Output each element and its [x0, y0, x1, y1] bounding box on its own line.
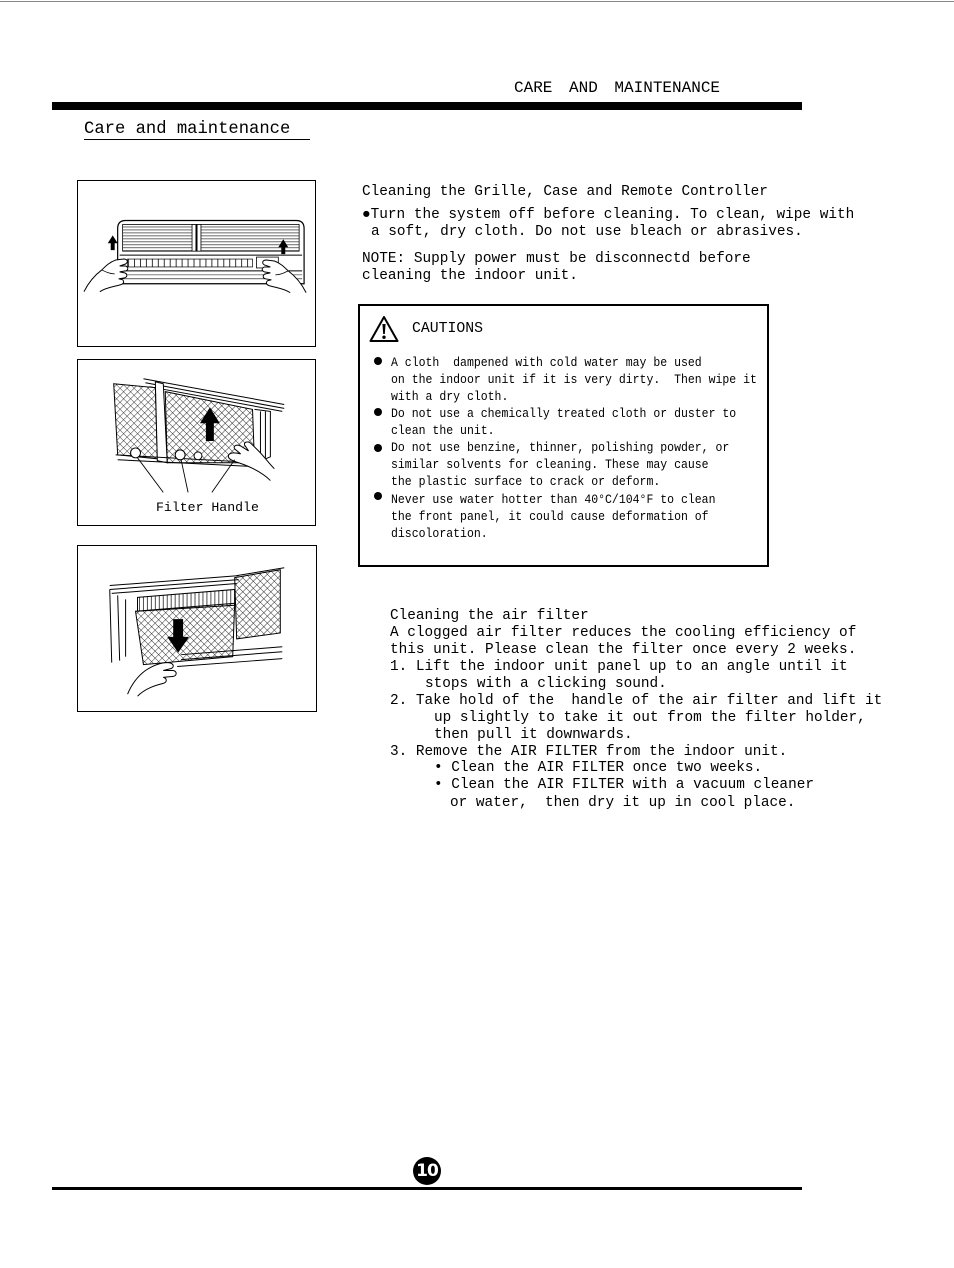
caution-line: similar solvents for cleaning. These may cause [391, 456, 709, 472]
filter-handle [175, 450, 185, 460]
caution-line: the plastic surface to crack or deform. [391, 473, 661, 489]
up-arrow-icon [108, 235, 118, 250]
grille-note-line: cleaning the indoor unit. [362, 267, 578, 284]
open-unit-with-filter [110, 568, 285, 667]
filter-step-line: stops with a clicking sound. [425, 675, 667, 692]
hand-illustration [128, 663, 177, 697]
filter-step-bullet: • Clean the AIR FILTER once two weeks. [434, 759, 763, 776]
figure-pull-filter-down [77, 545, 317, 712]
figure-lift-front-panel [77, 180, 316, 347]
filter-handle [194, 452, 202, 460]
lift-front-panel-illustration [78, 181, 315, 346]
filter-intro-line: A clogged air filter reduces the cooling efficiency of [390, 624, 857, 641]
warning-icon [369, 315, 399, 343]
grille-instruction-line: ●Turn the system off before cleaning. To clean, wipe with [362, 206, 855, 223]
filter-step-line: 3. Remove the AIR FILTER from the indoor unit. [390, 743, 788, 760]
filter-step-bullet: • Clean the AIR FILTER with a vacuum cleaner [434, 776, 814, 793]
filter-step-line: 1. Lift the indoor unit panel up to an angle until it [390, 658, 848, 675]
filter-intro-line: this unit. Please clean the filter once every 2 weeks. [390, 641, 857, 658]
caution-bullet [374, 444, 382, 452]
caution-line: Do not use a chemically treated cloth or duster to [391, 405, 737, 421]
caution-line: clean the unit. [391, 422, 495, 438]
filter-handle [131, 448, 141, 458]
caution-line: discoloration. [391, 525, 488, 541]
filter-section-title: Cleaning the air filter [390, 607, 589, 624]
filter-step-line: then pull it downwards. [434, 726, 633, 743]
page-number-badge: 10 [413, 1157, 441, 1185]
hand-illustration [228, 442, 274, 481]
filter-step-line: up slightly to take it out from the filter holder, [434, 709, 866, 726]
footer-rule [52, 1187, 802, 1190]
caution-line: the front panel, it could cause deformation of [391, 508, 709, 524]
grille-instruction-line: a soft, dry cloth. Do not use bleach or abrasives. [371, 223, 803, 240]
caution-bullet [374, 357, 382, 365]
grille-section-title: Cleaning the Grille, Case and Remote Controller [362, 184, 768, 200]
section-header-title: CARE AND MAINTENANCE [514, 79, 721, 97]
filter-step-bullet: or water, then dry it up in cool place. [450, 794, 796, 811]
filter-step-line: 2. Take hold of the handle of the air filter and lift it [390, 692, 883, 709]
left-hand-illustration [84, 259, 128, 292]
top-rule [0, 1, 954, 2]
caution-line: Never use water hotter than 40°C/104°F to clean [391, 491, 716, 507]
pull-filter-down-illustration [78, 546, 316, 711]
grille-note-line: NOTE: Supply power must be disconnectd before [362, 250, 751, 267]
page-title: Care and maintenance [84, 121, 310, 140]
caution-bullet [374, 492, 382, 500]
header-rule [52, 102, 802, 110]
caution-bullet [374, 408, 382, 416]
caution-line: A cloth dampened with cold water may be used [391, 354, 702, 370]
cautions-title: CAUTIONS [412, 320, 484, 337]
cautions-box [358, 304, 769, 567]
caution-line: with a dry cloth. [391, 388, 509, 404]
filter-handle-label: Filter Handle [156, 500, 259, 515]
caution-line: on the indoor unit if it is very dirty. Then wipe it [391, 371, 757, 387]
caution-line: Do not use benzine, thinner, polishing powder, or [391, 439, 730, 455]
